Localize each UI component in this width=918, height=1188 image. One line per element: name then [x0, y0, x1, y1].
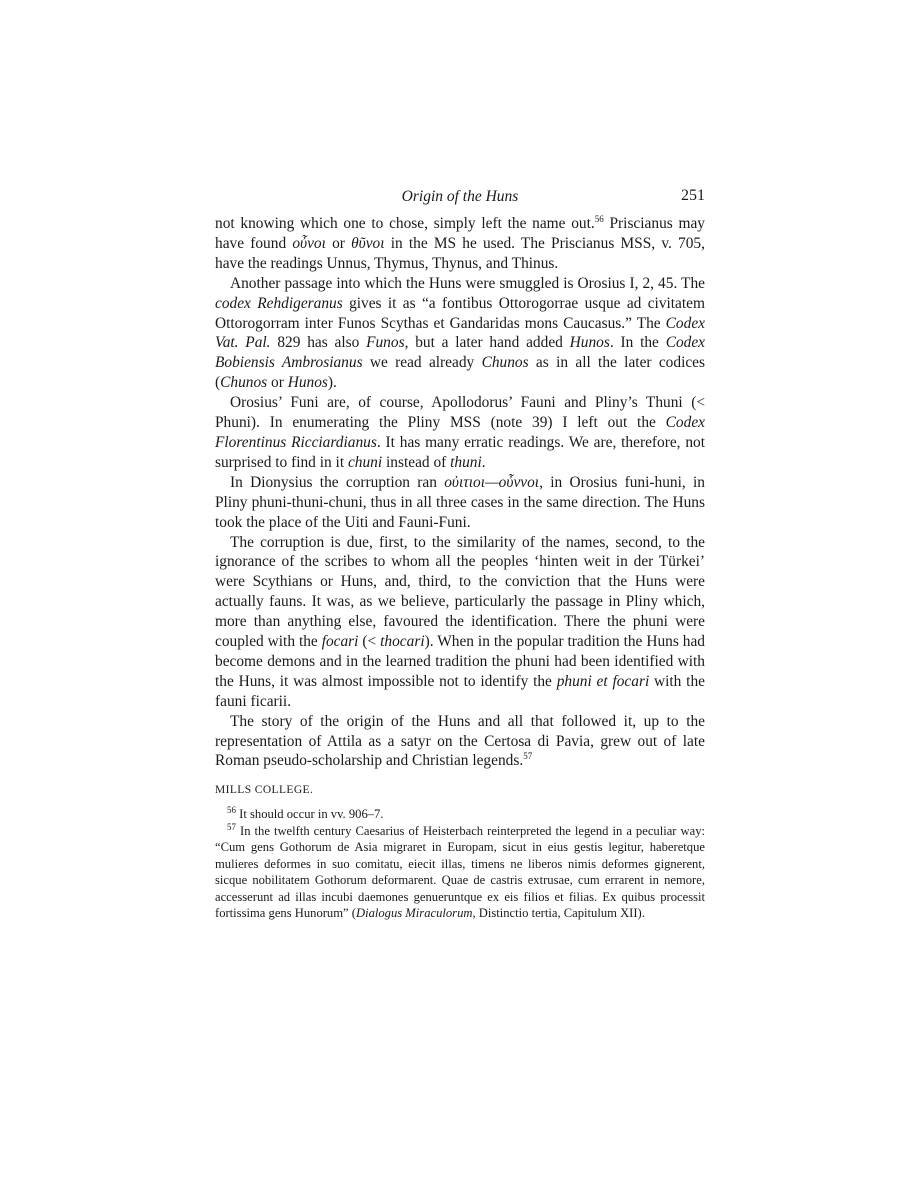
paragraph	[215, 473, 705, 533]
footnotes	[215, 806, 705, 922]
italic-text: Hunos	[287, 374, 328, 392]
text-run: Orosius’ Funi are, of course, Apollodorus’ Fauni and Pliny’s Thuni (< Phuni). In enumerating the Pliny MSS (note 39) I left out the	[215, 394, 705, 432]
text-run: .	[481, 453, 486, 471]
footnote-marker: 56	[227, 805, 236, 816]
text-run: ).	[327, 374, 337, 392]
paragraph	[215, 533, 705, 712]
running-head	[215, 186, 705, 210]
paragraph	[215, 214, 705, 274]
italic-text: Dialogus Miraculorum	[355, 906, 473, 921]
text-run: , Distinctio tertia, Capitulum XII).	[472, 906, 645, 921]
author-affiliation: MILLS COLLEGE.	[215, 784, 314, 797]
page-number: 251	[681, 187, 705, 204]
page	[215, 186, 705, 922]
italic-text: focari	[321, 633, 359, 651]
italic-text: Hunos	[569, 334, 610, 352]
italic-text: θῦνοι	[351, 234, 385, 252]
text-run: not knowing which one to chose, simply left the name out.	[215, 215, 595, 232]
text-run: ). When in the popular tradition the Huns had become demons and in the learned tradition the phuni had been identified with the Huns, it was almost impossible not to identify the	[215, 633, 705, 690]
text-run: In Dionysius the corruption ran	[230, 473, 445, 491]
footnote	[215, 823, 705, 922]
text-run: gives it as “a fontibus Ottorogorrae usque ad civitatem Ottorogorram inter Funos Scythas et Gandaridas mons Caucasus.” The	[215, 294, 705, 332]
text-run: we read already	[362, 354, 482, 372]
text-run: Another passage into which the Huns were smuggled is Orosius I, 2, 45. The	[230, 274, 705, 292]
text-run: The story of the origin of the Huns and all that followed it, up to the representation of Attila as a satyr on the Certosa di Pavia, grew out of late Roman pseudo-scholarship and Christian legends.	[215, 712, 705, 770]
italic-text: Codex Florentinus Ricciardianus	[215, 414, 705, 451]
paragraph	[215, 274, 705, 393]
footnote-marker: 57	[523, 751, 533, 762]
italic-text: οὐιτιοι—οὖννοι	[444, 473, 540, 491]
text-run: with the fauni ficarii.	[215, 672, 705, 710]
italic-text: phuni et focari	[556, 672, 650, 690]
italic-text: Codex Vat. Pal.	[215, 314, 705, 352]
text-run: as in all the later codices (	[215, 354, 705, 392]
text-run: . It has many erratic readings. We are, therefore, not surprised to find in it	[215, 433, 706, 471]
text-run: 829 has also	[270, 334, 367, 352]
footnote-marker: 56	[594, 213, 604, 224]
text-run: in the MS he used. The Priscianus MSS, v. 705, have the readings Unnus, Thymus, Thynus, and Thinus.	[215, 234, 705, 272]
italic-text: thuni	[450, 453, 482, 471]
text-run: . In the	[609, 334, 666, 352]
text-run: The corruption is due, first, to the similarity of the names, second, to the ignorance of the scribes to whom all the peoples ‘hinten weit in der Türkei’ were Scythians or Huns, and, third, to the conviction that the Huns were actually fauns. It was, as we believe, particularly the passage in Pliny which, more than anything else, favoured the identification. There the phuni were coupled with the	[215, 533, 705, 651]
running-title: Origin of the Huns	[401, 188, 519, 205]
italic-text: οὖνοι	[292, 234, 326, 252]
footnote-marker: 57	[227, 821, 236, 832]
text-run: , in Orosius funi-huni, in Pliny phuni-thuni-chuni, thus in all three cases in the same direction. The Huns took the place of the Uiti and Fauni-Funi.	[215, 473, 705, 531]
text-run: It should occur in vv. 906–7.	[236, 807, 384, 822]
text-run: (<	[358, 633, 381, 651]
italic-text: Codex Bobiensis Ambrosianus	[215, 334, 706, 372]
paragraph	[215, 393, 705, 473]
text-run: or	[325, 234, 352, 252]
paragraph	[215, 712, 705, 772]
italic-text: codex Rehdigeranus	[215, 294, 343, 312]
body-text	[215, 214, 705, 771]
italic-text: thocari	[380, 633, 425, 651]
text-run: instead of	[382, 453, 451, 471]
text-run: , but a later hand added	[404, 334, 570, 352]
italic-text: chuni	[347, 453, 383, 471]
footnote	[215, 806, 705, 823]
text-run: Priscianus may have found	[215, 215, 705, 252]
italic-text: Chunos	[220, 374, 268, 392]
text-run: In the twelfth century Caesarius of Heisterbach reinterpreted the legend in a peculiar way: “Cum gens Gothorum de Asia migraret in Europam, sicut in eius gestis legitur, haberetque mulieres deformes in suo comitatu, eiecit illas, timens ne liberos nimis deformes gignerent, sicque nobilitatem Gothorum deformarent. Quae de castris extrusae, cum errarent in nemore, accesserunt ad illas incubi daemones genueruntque ex eis filios et filias. Ex quibus processit fortissima gens Hunorum” (	[215, 823, 705, 921]
italic-text: Chunos	[481, 354, 529, 372]
italic-text: Funos	[366, 334, 405, 352]
text-run: or	[267, 374, 288, 392]
